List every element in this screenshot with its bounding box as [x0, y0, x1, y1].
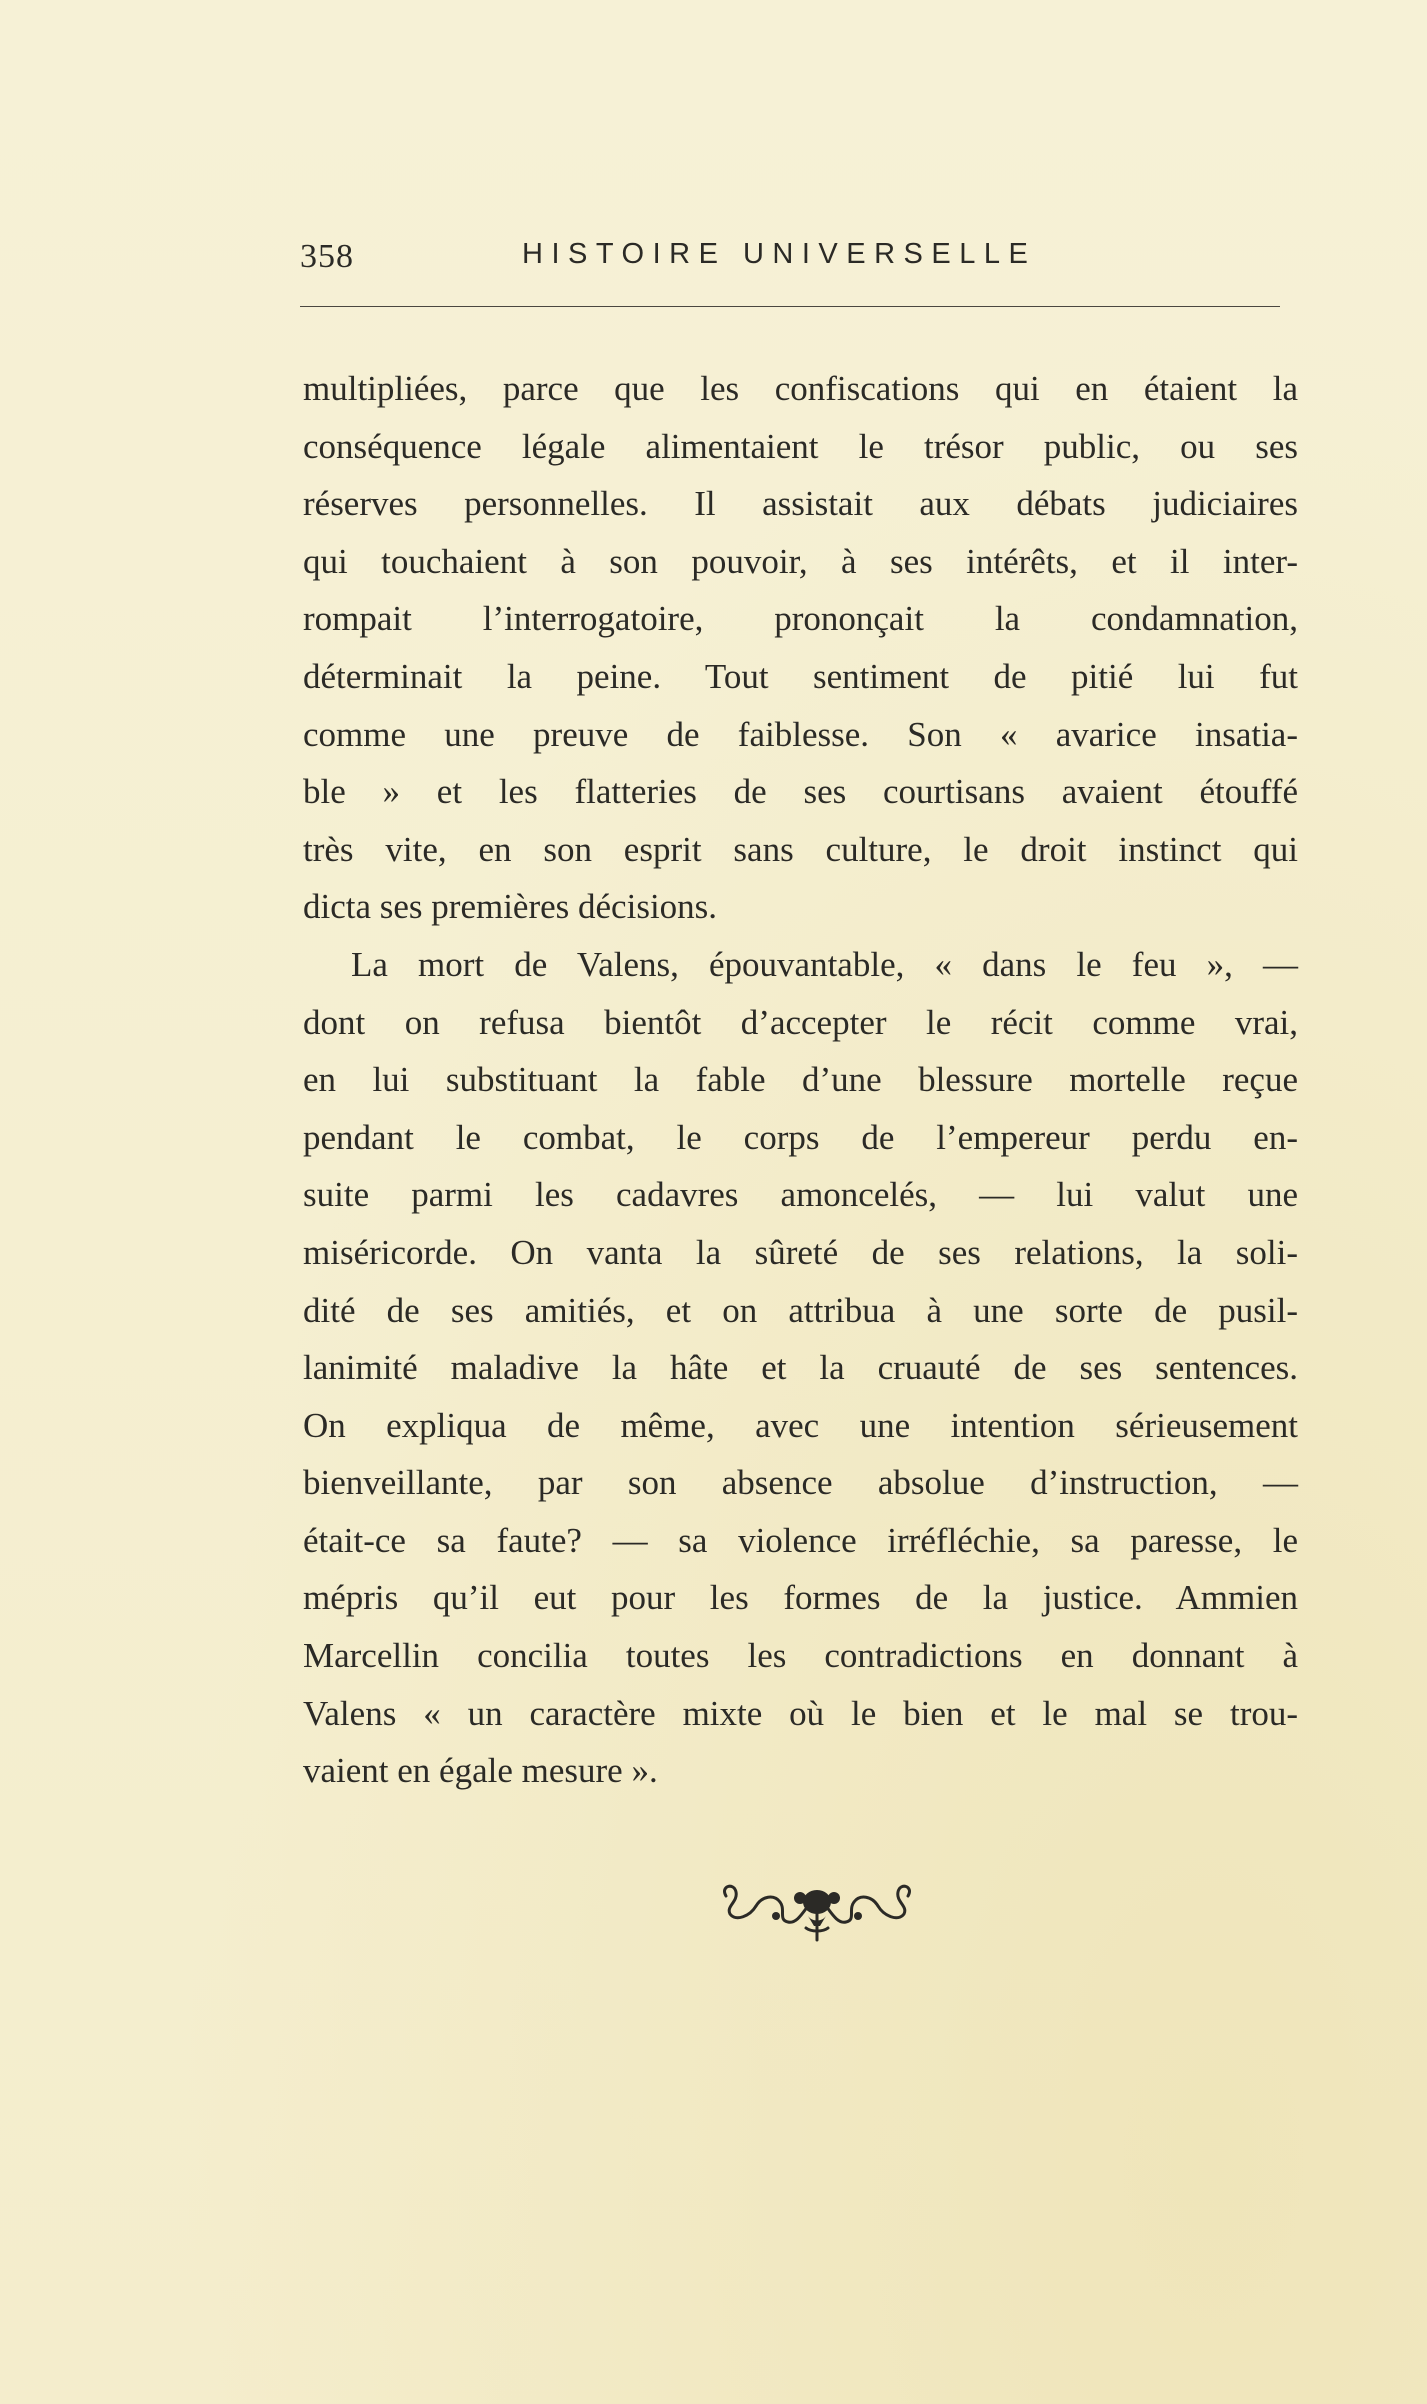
text-line: On expliqua de même, avec une intention sérieusement [303, 1405, 1298, 1445]
text-line: très vite, en son esprit sans culture, le droit instinct qui [303, 829, 1298, 869]
text-line: dont on refusa bientôt d’accepter le récit comme vrai, [303, 1002, 1298, 1042]
page-number: 358 [300, 238, 354, 275]
text-line: dicta ses premières décisions. [303, 887, 718, 927]
header-rule [300, 306, 1280, 307]
text-line: pendant le combat, le corps de l’empereur perdu en- [303, 1117, 1298, 1157]
text-line: déterminait la peine. Tout sentiment de pitié lui fut [303, 656, 1298, 696]
page-header [300, 238, 1080, 288]
text-line: vaient en égale mesure ». [303, 1751, 658, 1791]
text-line: multipliées, parce que les confiscations qui en étaient la [303, 369, 1298, 408]
text-line: La mort de Valens, épouvantable, « dans le feu », — [351, 944, 1298, 984]
text-line: rompait l’interrogatoire, prononçait la condamnation, [303, 599, 1298, 639]
text-line: conséquence légale alimentaient le trésor public, ou ses [303, 426, 1298, 466]
text-line: suite parmi les cadavres amoncelés, — lui valut une [303, 1175, 1298, 1215]
text-line: réserves personnelles. Il assistait aux débats judiciaires [303, 484, 1298, 524]
text-line: miséricorde. On vanta la sûreté de ses relations, la soli- [303, 1232, 1298, 1272]
fleuron-ornament-icon [716, 1876, 918, 1944]
text-line: lanimité maladive la hâte et la cruauté de ses sentences. [303, 1348, 1298, 1388]
text-line: Valens « un caractère mixte où le bien et le mal se trou- [303, 1693, 1298, 1733]
body-text [303, 360, 1298, 1800]
text-line: Marcellin concilia toutes les contradictions en donnant à [303, 1636, 1298, 1676]
text-line: en lui substituant la fable d’une blessure mortelle reçue [303, 1060, 1298, 1100]
text-line: ble » et les flatteries de ses courtisans avaient étouffé [303, 772, 1298, 812]
text-line: était-ce sa faute? — sa violence irréfléchie, sa paresse, le [303, 1520, 1298, 1560]
text-line: comme une preuve de faiblesse. Son « avarice insatia- [303, 714, 1298, 754]
text-line: bienveillante, par son absence absolue d’instruction, — [303, 1463, 1298, 1503]
text-line: mépris qu’il eut pour les formes de la justice. Ammien [303, 1578, 1298, 1618]
text-line: dité de ses amitiés, et on attribua à une sorte de pusil- [303, 1290, 1298, 1330]
paragraph-2 [303, 936, 1298, 1800]
running-title: HISTOIRE UNIVERSELLE [522, 238, 1037, 270]
text-line: qui touchaient à son pouvoir, à ses intérêts, et il inter- [303, 541, 1298, 581]
paragraph-1 [303, 360, 1298, 936]
